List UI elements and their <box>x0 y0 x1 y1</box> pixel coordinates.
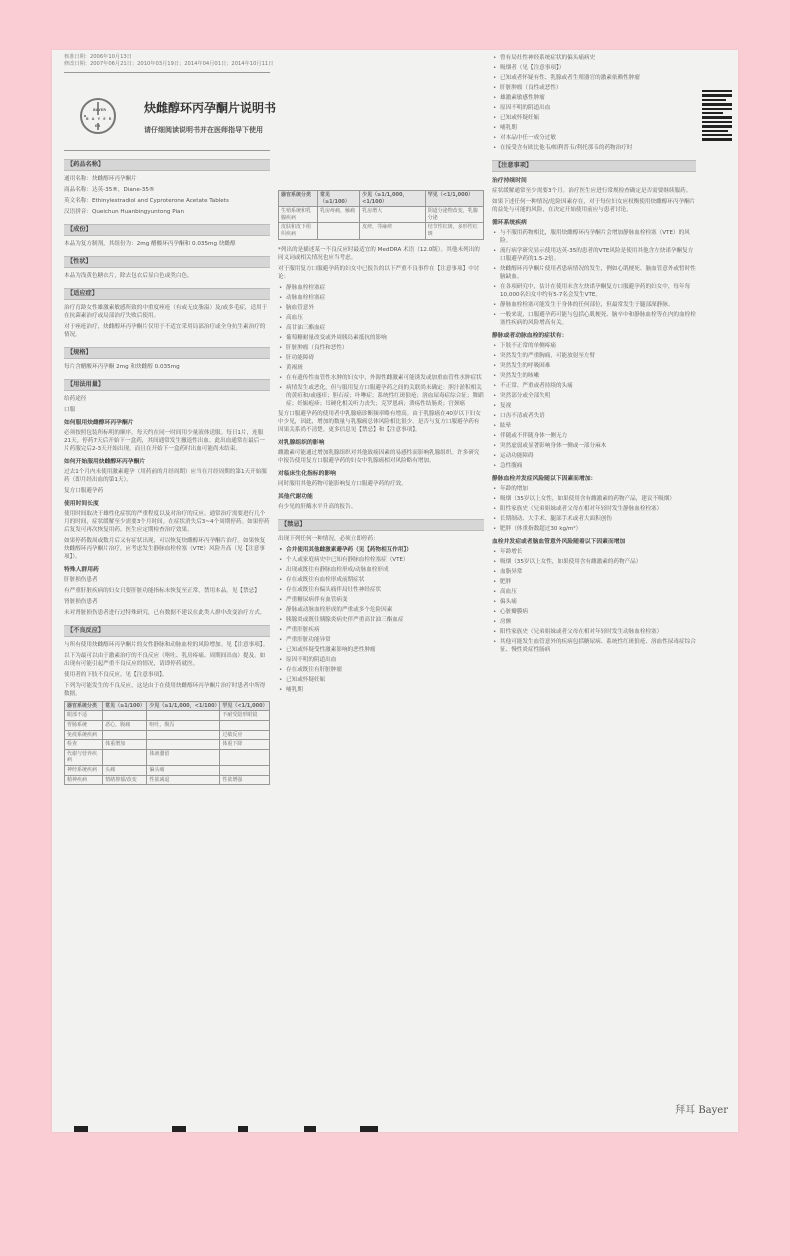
treatment-duration-text: 症状缓解通常至少需要3个月。治疗医生应进行常规检查确定是否需要继续服药。 <box>492 188 692 194</box>
serious-events-list <box>278 284 484 408</box>
list-item: • 下肢不正常的单侧疼痛 <box>492 342 696 350</box>
left-column <box>64 50 277 785</box>
list-item: • 流行病学研究显示使用达英-35的患者的VTE风险是使用其他含左炔诺孕酮复方口服避孕药的1.5-2倍。 <box>492 247 696 263</box>
usage-text: 有严重肝脏疾病的妇女只要肝脏功能指标未恢复至正常，禁用本品。见【禁忌】 <box>64 587 260 594</box>
usage-text: 肝脏损伤患者 <box>64 576 98 583</box>
adverse-table-continued <box>278 190 484 240</box>
table-cell <box>103 711 147 721</box>
table-header-cell: 器官系统分类 <box>279 191 318 207</box>
adverse-text: 使用者的下肢不良反应。见【注意事项】。 <box>64 671 168 678</box>
section-heading: 【成份】 <box>64 224 270 236</box>
list-item: • 黄褐斑 <box>278 364 484 372</box>
list-item: • 年龄的增加 <box>492 485 696 493</box>
usage-subhead: 如何开始服用炔雌醇环丙孕酮片 <box>64 458 146 465</box>
adverse-text: 与所有使用炔雌醇环丙孕酮片的女性静脉和动脉血栓的风险增加。见【注意事项】。 <box>64 641 269 648</box>
ate-risk-list <box>492 548 696 654</box>
table-cell: 代谢与营养疾病 <box>65 749 103 765</box>
list-item: • 吸烟（35岁以上女性，如果使用含有雌激素的药物产品） <box>492 558 696 566</box>
table-cell: 结节性红斑，多形性红斑 <box>425 223 483 239</box>
section-text: 每片含醋酸环丙孕酮 2mg 和炔雌醇 0.035mg <box>64 363 180 370</box>
list-item: • 肝脏肿瘤（良性或恶性） <box>492 84 696 92</box>
list-item: • 其他可能发生血管意外的疾病包括糖尿病、系统性红斑狼疮、溶血性尿毒症综合征、慢性炎症性肠病 <box>492 638 696 654</box>
section-heading: 【药品名称】 <box>64 159 270 171</box>
list-item: • 长期制动、大手术、腿部手术或者大面积创伤 <box>492 515 696 523</box>
table-cell: 乳房疼痛，触痛 <box>317 207 359 223</box>
list-item: • 吸烟者（见【注意事项】） <box>492 64 696 72</box>
section-heading: 【适应症】 <box>64 288 270 300</box>
list-item: • 动脉血栓栓塞症 <box>278 294 484 302</box>
table-header-row <box>65 701 270 711</box>
table-cell: 精神疾病 <box>65 775 103 785</box>
interaction-subhead: 其他代谢功能 <box>278 493 313 500</box>
interaction-subhead: 对乳腺组织的影响 <box>278 439 325 446</box>
list-item: • 突然发生的呼吸困难 <box>492 362 696 370</box>
revision-dates: 修改日期：2007年06月21日；2010年03月19日；2014年04月01日；2014年10月11日 <box>64 61 274 68</box>
middle-text: 对于服用复方口服避孕药的妇女中已报告的以下严重不良事件在【注意事项】中讨论： <box>278 265 480 280</box>
interaction-notes <box>278 439 484 511</box>
adverse-text: 以下为最可以由于激素治疗的不良反应（呕吐、乳房疼痛、周期间出血）提及。如出现有可能引起严重不良反应的情况，请即停药就医。 <box>64 652 266 667</box>
usage-text: 必须按照包装所标明的顺序，每天约在同一时间用少量液体送服。每日1片，连服21天。停药7天后开始下一盒药，其间通常发生撤退性出血。此出血通常在最后一片药服完后2-3天开始出现，而且在开始下一盒药时出血可能尚未结束。 <box>64 429 265 452</box>
section-text: 商品名称：达英-35®，Diane-35® <box>64 186 155 193</box>
table-row <box>65 711 270 721</box>
usage-text: 未对肾脏损伤患者进行过特殊研究，已有数据不建议在此类人群中改变治疗方式。 <box>64 609 266 616</box>
table-cell: 体重增加 <box>103 740 147 750</box>
list-item: • 曾有局灶性神经系统症状的偏头痛病史 <box>492 54 696 62</box>
list-item: • 严重糖尿病伴有血管病变 <box>278 596 484 604</box>
table-cell <box>103 730 147 740</box>
risk-assessment-text: 如果下述任何一种情况/危险因素存在，对于每位妇女应权衡使用炔雌醇环丙孕酮片的益处与可能的风险，在决定开始使用前应与患者讨论。 <box>492 199 696 213</box>
list-item: • 不正常、严重或者持续的头痛 <box>492 382 696 390</box>
table-cell: 性欲增强 <box>220 775 270 785</box>
list-item: • 哺乳期 <box>278 686 484 694</box>
table-cell: 免疫系统疾病 <box>65 730 103 740</box>
list-item: • 已知或怀疑妊娠 <box>278 676 484 684</box>
interaction-text: 同时服用其他药物可能影响复方口服避孕药的疗效。 <box>278 480 407 487</box>
list-item: • 偏头痛 <box>492 598 696 606</box>
list-item: • 已知或怀疑受性激素影响的恶性肿瘤 <box>278 646 484 654</box>
interaction-text: 有少见的肝酶水平升高的报告。 <box>278 503 357 510</box>
table-row <box>65 721 270 731</box>
list-item: • 高血压 <box>492 588 696 596</box>
section-text: 给药途径 <box>64 395 87 402</box>
usage-subhead: 使用时间长度 <box>64 500 99 507</box>
section-text: 治疗育龄女性雄激素敏感所致的中重度痤疮（有或无皮脂溢）及/或多毛症，适用于在抗菌素治疗或局部治疗失败后使用。 <box>64 304 268 319</box>
list-item: • 葡萄糖耐量改变或外周胰岛素抵抗的影响 <box>278 334 484 342</box>
usage-text: 过去1个月内未使用激素避孕（用药前的月经周期）应当在月经周期的第1天开始服药（即月经出血的第1天）。 <box>64 468 267 483</box>
circulatory-subhead: 循环系统疾病 <box>492 220 527 226</box>
list-item: • 肝功能障碍 <box>278 354 484 362</box>
table-cell <box>147 711 220 721</box>
table-cell: 皮肤和皮下组织疾病 <box>279 223 318 239</box>
contraindication-list <box>278 556 484 694</box>
table-cell <box>220 749 270 765</box>
contraindication-heading: 【禁忌】 <box>278 519 484 531</box>
table-cell <box>317 223 359 239</box>
list-item: • 雄激素敏感性肿瘤 <box>492 94 696 102</box>
table-cell: 呕吐，腹泻 <box>147 721 220 731</box>
adverse-paragraphs <box>64 641 270 698</box>
ate-risk-subhead: 血栓并发症或者脑血管意外风险随着以下因素而增加 <box>492 539 626 545</box>
list-item: • 在各项研究中，估计在使用未含左炔诺孕酮复方口服避孕药的妇女中，每年每10,000名妇女中约有5-7名会发生VTE。 <box>492 283 696 299</box>
list-item: • 存在或既往有血栓形成前期症状 <box>278 576 484 584</box>
adverse-heading: 【不良反应】 <box>64 625 270 637</box>
table-cell <box>147 740 220 750</box>
list-item: • 脑血管意外 <box>278 304 484 312</box>
right-column <box>492 54 696 656</box>
table-cell <box>220 721 270 731</box>
usage-subhead: 特殊人群用药 <box>64 566 99 573</box>
table-cell: 胃肠系统 <box>65 721 103 731</box>
list-item: • 存在或既往有偏头痛伴局灶性神经症状 <box>278 586 484 594</box>
vte-symptoms-subhead: 静脉或者动脉血栓的症状有： <box>492 333 568 339</box>
treatment-duration-subhead: 治疗持续时间 <box>492 178 527 184</box>
list-item: • 个人或家庭病史中已知有静脉血栓栓塞症（VTE） <box>278 556 484 564</box>
table-cell: 体重下降 <box>220 740 270 750</box>
middle-column <box>278 190 484 696</box>
print-marks <box>74 1126 394 1132</box>
table-cell: 不耐受隐形眼镜 <box>220 711 270 721</box>
table-cell: 皮疹，荨麻疹 <box>360 223 426 239</box>
table-row <box>65 730 270 740</box>
leaflet-sheet <box>52 50 738 1132</box>
list-item: • 存在或既往有肝脏肿瘤 <box>278 666 484 674</box>
bayer-cross-logo <box>80 98 116 134</box>
vte-symptoms-list <box>492 342 696 470</box>
contraindication-intro: 出现下列任何一种情况，必须立即停药： <box>278 535 379 542</box>
table-header-cell: 器官系统分类 <box>65 701 103 711</box>
table-header-cell: 常见（≥1/100） <box>103 701 147 711</box>
precautions-heading: 【注意事项】 <box>492 160 696 172</box>
list-item: • 对本品中任一成分过敏 <box>492 134 696 142</box>
bayer-brand: 拜耳 Bayer <box>675 1105 728 1116</box>
table-cell <box>103 749 147 765</box>
table-header-cell: 常见（≥1/100） <box>317 191 359 207</box>
table-row <box>279 223 484 239</box>
table-cell: 检查 <box>65 740 103 750</box>
table-header-row <box>279 191 484 207</box>
section-text: 本品为复方制剂，其组份为：2mg 醋酸环丙孕酮和 0.035mg 炔雌醇 <box>64 240 236 247</box>
list-item: • 炔雌醇环丙孕酮片使用者患病情况的发生，例如心肌梗死、脑血管意外或暂时性脑缺血。 <box>492 265 696 281</box>
list-item: • 严重肝脏疾病 <box>278 626 484 634</box>
table-header-cell: 少见（≥1/1,000，<1/100） <box>360 191 426 207</box>
table-cell: 眼部不适 <box>65 711 103 721</box>
table-cell: 体液潴留 <box>147 749 220 765</box>
list-item: • 急性腹痛 <box>492 462 696 470</box>
list-item: • 哺乳期 <box>492 124 696 132</box>
section-heading: 【性状】 <box>64 256 270 268</box>
list-item: • 静脉血栓栓塞症 <box>278 284 484 292</box>
table-header-cell: 罕见（<1/1,000） <box>220 701 270 711</box>
list-item: • 在接受含有欧比他韦/帕利普韦/利托那韦的药物治疗时 <box>492 144 696 152</box>
contraindication-lead: • 合并使用其他雌激素避孕药（见【药物相互作用】） <box>278 546 484 554</box>
list-item: • 原因不明的阴道出血 <box>492 104 696 112</box>
list-item: • 心脏瓣膜病 <box>492 608 696 616</box>
section-text: 英文名称：Ethinylestradiol and Cyproterone Acetate Tablets <box>64 197 229 204</box>
usage-subhead: 如何服用炔雌醇环丙孕酮片 <box>64 419 134 426</box>
list-item: • 静脉或动脉血栓形成的严重或多个危险因素 <box>278 606 484 614</box>
list-item: • 吸烟（35岁以上女性，如果使用含有雌激素的药物产品，建议不吸烟） <box>492 495 696 503</box>
list-item: • 突然部分或全部失明 <box>492 392 696 400</box>
section-text: 口服 <box>64 406 76 413</box>
table-row <box>279 207 484 223</box>
list-item: • 突然虚弱或显著影响身体一侧或一部分麻木 <box>492 442 696 450</box>
list-item: • 在有遗传性血管性水肿的妇女中，外源性雌激素可能诱发或加重血管性水肿症状 <box>278 374 484 382</box>
table-cell: 性欲减退 <box>147 775 220 785</box>
table-cell <box>147 730 220 740</box>
table-cell: 生殖系统和乳腺疾病 <box>279 207 318 223</box>
section-text: 对于痤疮治疗，炔雌醇环丙孕酮片仅用于不适宜采用局部治疗或全身抗生素治疗的情况。 <box>64 323 266 338</box>
vte-risk-list <box>492 485 696 533</box>
left-sections <box>64 159 270 414</box>
table-row <box>65 740 270 750</box>
section-heading: 【规格】 <box>64 347 270 359</box>
list-item: • 口齿不清或者失语 <box>492 412 696 420</box>
vte-risk-subhead: 静脉血栓并发症风险随以下因素而增加： <box>492 476 597 482</box>
document-subtitle: 请仔细阅读说明书并在医师指导下使用 <box>144 125 263 134</box>
list-item: • 年龄增长 <box>492 548 696 556</box>
list-item: • 静脉血栓栓塞可能发生于身体的任何部位，但最常发生于腿部深静脉。 <box>492 301 696 309</box>
list-item: • 肥胖（体重指数超过30 kg/m²） <box>492 525 696 533</box>
adverse-text: 下列为可能发生的不良反应，这是由于在使用炔雌醇环丙孕酮片治疗时患者中所得数据。 <box>64 682 266 697</box>
table-cell <box>220 765 270 775</box>
table-row <box>65 765 270 775</box>
list-item: • 阳性家族史（兄弟姐妹或者父母在相对年轻时发生静脉血栓栓塞） <box>492 505 696 513</box>
document-title: 炔雌醇环丙孕酮片说明书 <box>144 100 277 115</box>
list-item: • 肥胖 <box>492 578 696 586</box>
logo-text-bottom: ER <box>95 123 101 128</box>
table-cell: 恶心，腹痛 <box>103 721 147 731</box>
list-item: • 运动功能障碍 <box>492 452 696 460</box>
table-cell: 过敏反应 <box>220 730 270 740</box>
title-block <box>64 76 277 134</box>
approval-date: 核准日期：2006年10月13日 <box>64 54 132 60</box>
list-item: • 出现或既往有静脉血栓形成/动脉血栓形成 <box>278 566 484 574</box>
logo-text-top: BAYER <box>93 107 107 112</box>
list-item: • 高甘油三酯血症 <box>278 324 484 332</box>
list-item: • 高血压 <box>278 314 484 322</box>
adverse-table-left <box>64 701 270 785</box>
middle-text: *列出的是描述某一不良反应时最适宜的 MedDRA 术语（12.0版）。其他未列出的同义词或相关情况也应当考虑。 <box>278 246 480 261</box>
usage-instructions <box>64 419 270 617</box>
barcode <box>702 90 732 143</box>
table-cell: 偏头痛 <box>147 765 220 775</box>
list-item: • 突然发生的严重胸痛，可能放射至左臂 <box>492 352 696 360</box>
usage-text: 复方口服避孕药 <box>64 487 104 494</box>
contraindication-list-continued <box>492 54 696 152</box>
usage-text: 肾脏损伤患者 <box>64 598 98 605</box>
list-item: • 原因不明的阴道出血 <box>278 656 484 664</box>
section-text: 通用名称：炔雌醇环丙孕酮片 <box>64 175 137 182</box>
table-header-cell: 罕见（<1/1,000） <box>425 191 483 207</box>
table-cell: 乳房增大 <box>360 207 426 223</box>
table-cell: 阴道分泌物改变，乳腺分泌 <box>425 207 483 223</box>
list-item: • 突然发生的咳嗽 <box>492 372 696 380</box>
section-text: 汉语拼音：Queichun Huanbingyuntong Pian <box>64 208 184 215</box>
section-text: 本品为浅黄色糖衣片，除去包衣后显白色或类白色。 <box>64 272 193 279</box>
table-header-cell: 少见（≥1/1,000，<1/100） <box>147 701 220 711</box>
list-item: • 复视 <box>492 402 696 410</box>
list-item: • 房颤 <box>492 618 696 626</box>
interaction-text: 雌激素可能通过增加乳腺组织对其他致癌因素的易感性而影响乳腺组织。许多研究中报告使用复方口服避孕药的妇女中乳腺癌相对风险略有增加。 <box>278 449 480 464</box>
list-item: • 与不服用药物相比，服用炔雌醇环丙孕酮片会增加静脉血栓栓塞（VTE）的风险。 <box>492 229 696 245</box>
table-cell: 神经系统疾病 <box>65 765 103 775</box>
usage-text: 使用时间取决于雄性化症状的严重程度以及对治疗的反应。通常治疗需要进行几个月的时间，症状缓解至少需要3个月时间。在症状消失后3~4个周期停药。如果停药后复发可再次恢复用药。医生应定期检查治疗效果。 <box>64 510 270 533</box>
list-item: • 已知或怀疑妊娠 <box>492 114 696 122</box>
list-item: • 已知或者怀疑有性、乳腺或者生殖器官的激素依赖性肿瘤 <box>492 74 696 82</box>
circulatory-list <box>492 229 696 327</box>
table-cell: 头痛 <box>103 765 147 775</box>
list-item: • 严重肝脏功能异常 <box>278 636 484 644</box>
table-cell: 情绪抑郁/改变 <box>103 775 147 785</box>
list-item: • 肝脏肿瘤（良性和恶性） <box>278 344 484 352</box>
section-heading: 【用法用量】 <box>64 379 270 391</box>
list-item: • 胰腺炎或既往胰腺炎病史伴严重高甘油三酯血症 <box>278 616 484 624</box>
interaction-subhead: 对临床生化指标的影响 <box>278 470 336 477</box>
usage-text: 如果停药数周或数月后又有症状出现，可以恢复炔雌醇环丙孕酮片治疗。如果恢复炔雌醇环丙孕酮片治疗，应考虑发生静脉血栓栓塞（VTE）风险升高（见【注意事项】）。 <box>64 537 266 560</box>
list-item: • 伴随或不伴随身体一侧无力 <box>492 432 696 440</box>
list-item: • 眩晕 <box>492 422 696 430</box>
list-item: • 阳性家族史（兄弟姐妹或者父母在相对年轻时发生动脉血栓栓塞） <box>492 628 696 636</box>
list-item: • 病情发生或恶化，但与服用复方口服避孕药之间的关联尚未确定：胆汁淤积相关的黄疸和/或瘙痒；胆石症；卟啉症；系统性红斑狼疮；溶血尿毒症综合征；舞蹈症；妊娠疱疹；耳硬化相关听力丧失；克罗恩病；溃疡性结肠炎；宫颈癌 <box>278 384 484 408</box>
table-row <box>65 749 270 765</box>
table-row <box>65 775 270 785</box>
list-item: • 一般来说，口服避孕药可能与包括心肌梗死、脑卒中和静脉血栓等在内的血栓栓塞性疾病的风险增高有关。 <box>492 311 696 327</box>
list-item: • 血脂异常 <box>492 568 696 576</box>
middle-paragraphs <box>278 246 484 281</box>
logo-text-mid: B A Y E R <box>86 116 113 121</box>
breast-cancer-note: 复方口服避孕药的使用者中乳腺癌诊断频率略有增高。由于乳腺癌在40岁以下妇女中少见，因此，增加的数量与乳腺癌总体风险相比很少。是否与复方口服避孕药有因果关系尚不清楚。更多信息见【禁忌】和【注意事项】。 <box>278 410 481 433</box>
